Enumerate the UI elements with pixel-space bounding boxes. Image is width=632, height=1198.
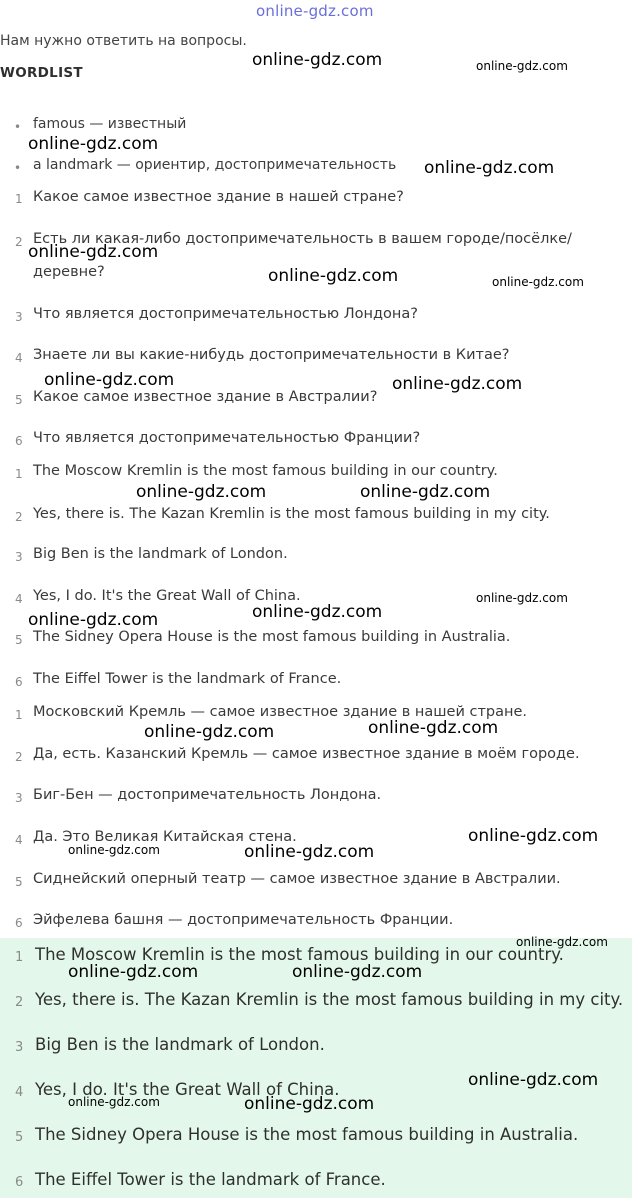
item-number: 5 [15,875,23,889]
wordlist-title: WORDLIST [0,65,83,81]
translation-text: Биг-Бен — достопримечательность Лондона. [33,787,382,803]
item-number: 5 [15,393,23,407]
watermark: online-gdz.com [28,134,159,154]
wordlist-item: a landmark — ориентир, достопримечательность [33,157,397,173]
question-text-continued: деревне? [33,264,105,280]
question-text: Есть ли какая-либо достопримечательность в вашем городе/посёлке/ [33,231,572,247]
watermark: online-gdz.com [252,602,383,622]
translation-text: Сиднейский оперный театр — самое известное здание в Австралии. [33,871,561,887]
final-answer-text: The Moscow Kremlin is the most famous building in our country. [35,945,564,964]
question-text: Какое самое известное здание в Австралии? [33,389,378,405]
item-number: 1 [15,950,24,965]
bullet-dot: • [14,161,22,175]
translation-text: Да. Это Великая Китайская стена. [33,829,297,845]
watermark: online-gdz.com [476,59,568,73]
item-number: 4 [15,833,23,847]
question-text: Знаете ли вы какие-нибудь достопримечательности в Китае? [33,347,510,363]
question-text: Что является достопримечательностью Лондона? [33,306,418,322]
answer-text: Yes, I do. It's the Great Wall of China. [33,588,301,604]
item-number: 2 [15,995,24,1010]
watermark: online-gdz.com [476,591,568,605]
item-number: 6 [15,1175,24,1190]
watermark: online-gdz.com [360,482,491,502]
watermark: online-gdz.com [244,1094,375,1114]
watermark: online-gdz.com [44,370,175,390]
item-number: 5 [15,1130,24,1145]
watermark: online-gdz.com [268,266,399,286]
item-number: 2 [15,750,23,764]
answer-text: The Moscow Kremlin is the most famous building in our country. [33,463,498,479]
item-number: 4 [15,592,23,606]
watermark: online-gdz.com [28,610,159,630]
item-number: 1 [15,192,23,206]
item-number: 6 [15,916,23,930]
watermark: online-gdz.com [424,158,555,178]
translation-text: Московский Кремль — самое известное здание в нашей стране. [33,704,528,720]
watermark: online-gdz.com [136,482,267,502]
item-number: 2 [15,235,23,249]
watermark: online-gdz.com [68,962,199,982]
final-answer-text: The Eiffel Tower is the landmark of France. [35,1170,386,1189]
answer-text: The Eiffel Tower is the landmark of France. [33,671,342,687]
question-text: Что является достопримечательностью Франции? [33,430,421,446]
item-number: 1 [15,708,23,722]
bullet-dot: • [14,120,22,134]
item-number: 6 [15,434,23,448]
intro-text: Нам нужно ответить на вопросы. [0,33,247,49]
translation-text: Да, есть. Казанский Кремль — самое известное здание в моём городе. [33,746,580,762]
item-number: 4 [15,351,23,365]
watermark: online-gdz.com [468,1070,599,1090]
answer-text: Big Ben is the landmark of London. [33,546,288,562]
watermark: online-gdz.com [244,842,375,862]
item-number: 1 [15,467,23,481]
final-answer-text: The Sidney Opera House is the most famous building in Australia. [35,1125,579,1144]
item-number: 3 [15,791,23,805]
site-header-url[interactable]: online-gdz.com [256,2,374,20]
final-answer-text: Yes, there is. The Kazan Kremlin is the most famous building in my city. [35,990,624,1009]
watermark: online-gdz.com [68,1095,160,1109]
watermark: online-gdz.com [68,843,160,857]
item-number: 5 [15,633,23,647]
watermark: online-gdz.com [292,962,423,982]
item-number: 4 [15,1085,24,1100]
watermark: online-gdz.com [468,826,599,846]
watermark: online-gdz.com [492,275,584,289]
item-number: 3 [15,1040,24,1055]
question-text: Какое самое известное здание в нашей стране? [33,189,404,205]
watermark: online-gdz.com [392,374,523,394]
item-number: 3 [15,550,23,564]
final-answer-text: Yes, I do. It's the Great Wall of China. [35,1080,340,1099]
wordlist-item: famous — известный [33,116,187,132]
item-number: 3 [15,310,23,324]
watermark: online-gdz.com [28,242,159,262]
watermark: online-gdz.com [144,722,275,742]
final-answer-text: Big Ben is the landmark of London. [35,1035,325,1054]
item-number: 6 [15,675,23,689]
answer-text: Yes, there is. The Kazan Kremlin is the most famous building in my city. [33,506,550,522]
translation-text: Эйфелева башня — достопримечательность Франции. [33,912,454,928]
item-number: 2 [15,510,23,524]
answer-text: The Sidney Opera House is the most famous building in Australia. [33,629,511,645]
watermark: online-gdz.com [516,935,608,949]
watermark: online-gdz.com [368,718,499,738]
watermark: online-gdz.com [252,50,383,70]
